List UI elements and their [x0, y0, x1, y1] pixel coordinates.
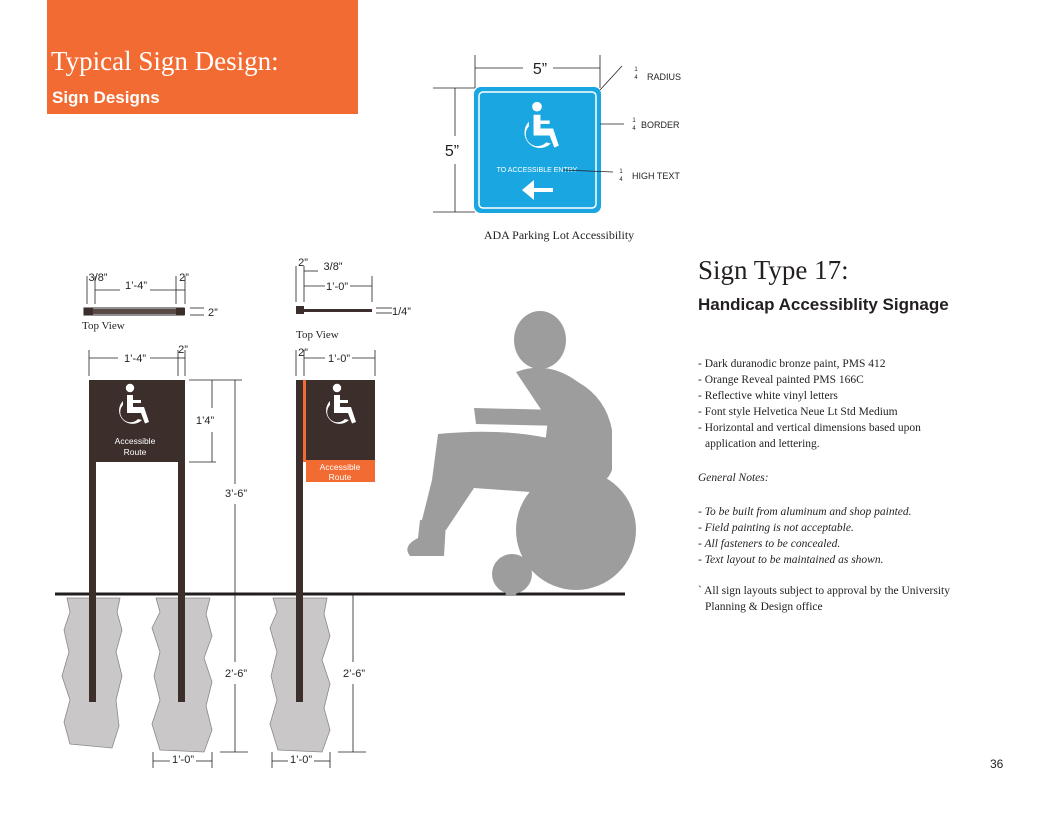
page-title: Typical Sign Design:: [51, 46, 279, 76]
left-dim-post: 2”: [179, 272, 189, 284]
left-dim-width: 1’-4”: [124, 280, 148, 292]
border-fraction-den: 4: [632, 126, 636, 132]
spec-item: - Font style Helvetica Neue Lt Std Medium: [698, 406, 898, 418]
right-dim-width: 1’-0”: [325, 281, 349, 293]
sign-type-title: Sign Type 17:: [698, 255, 849, 285]
concrete-footings: [62, 598, 330, 752]
right-dim-footing: 1’-0”: [289, 754, 313, 766]
callout-border: BORDER: [641, 120, 680, 130]
spec-item: - Orange Reveal painted PMS 166C: [698, 374, 864, 386]
spec-item: - Horizontal and vertical dimensions based upon: [698, 422, 921, 434]
page-subtitle: Sign Designs: [52, 88, 160, 107]
general-note: - To be built from aluminum and shop painted.: [698, 506, 912, 518]
left-top-view-label: Top View: [82, 320, 125, 332]
right-top-view-label: Top View: [296, 329, 339, 341]
sign-type-subtitle: Handicap Accessiblity Signage: [698, 295, 949, 314]
spec-item: - Dark duranodic bronze paint, PMS 412: [698, 358, 886, 370]
approval-note: ` All sign layouts subject to approval by the University: [698, 585, 951, 597]
wheelchair-user-silhouette: [407, 311, 636, 596]
general-note: - Field painting is not acceptable.: [698, 522, 854, 534]
left-top-view: [84, 308, 185, 315]
right-top-view: [296, 306, 372, 314]
right-dim-post-top: 2”: [298, 257, 308, 269]
ada-sign: [475, 88, 600, 212]
right-dim-depth: 1/4”: [392, 306, 411, 318]
left-dim-below-grade: 2’-6”: [224, 668, 248, 680]
callout-text-height: HIGH TEXT: [632, 171, 680, 181]
callout-radius: RADIUS: [647, 72, 682, 82]
left-panel-text-2: Route: [123, 447, 147, 457]
ada-height-dim: 5”: [444, 143, 460, 160]
left-panel-text-1: Accessible: [114, 436, 156, 446]
left-dim-panel-height: 1’4”: [195, 415, 215, 427]
border-fraction-num: 1: [632, 118, 636, 124]
general-notes-heading: General Notes:: [698, 472, 769, 484]
radius-fraction-num: 1: [634, 67, 638, 73]
general-note: - All fasteners to be concealed.: [698, 538, 841, 550]
spec-item: - Reflective white vinyl letters: [698, 390, 838, 402]
left-dim-depth: 2”: [208, 307, 218, 319]
page-number: 36: [990, 757, 1004, 771]
left-dim-above-grade: 3’-6”: [224, 488, 248, 500]
approval-note: Planning & Design office: [705, 601, 823, 613]
left-dim-panel-width: 1’-4”: [123, 353, 147, 365]
general-note: - Text layout to be maintained as shown.: [698, 554, 884, 566]
ada-width-dim: 5”: [532, 61, 548, 78]
text-fraction-den: 4: [619, 177, 623, 183]
spec-item: application and lettering.: [705, 438, 820, 450]
ada-sign-text: TO ACCESSIBLE ENTRY: [496, 167, 578, 174]
left-dim-side: 3/8”: [88, 272, 108, 284]
right-dim-panel-width: 1’-0”: [327, 353, 351, 365]
ada-caption: ADA Parking Lot Accessibility: [483, 228, 635, 242]
right-dim-panel-post: 2”: [298, 347, 308, 359]
right-reveal-text-2: Route: [328, 472, 352, 482]
right-dim-side: 3/8”: [323, 261, 343, 273]
radius-fraction-den: 4: [634, 75, 638, 81]
right-dim-below-grade: 2’-6”: [342, 668, 366, 680]
left-dim-panel-post: 2”: [178, 344, 188, 356]
text-fraction-num: 1: [619, 169, 623, 175]
spec-notes: [698, 356, 1018, 615]
right-reveal-text-1: Accessible: [319, 462, 361, 472]
left-dim-footing: 1’-0”: [171, 754, 195, 766]
